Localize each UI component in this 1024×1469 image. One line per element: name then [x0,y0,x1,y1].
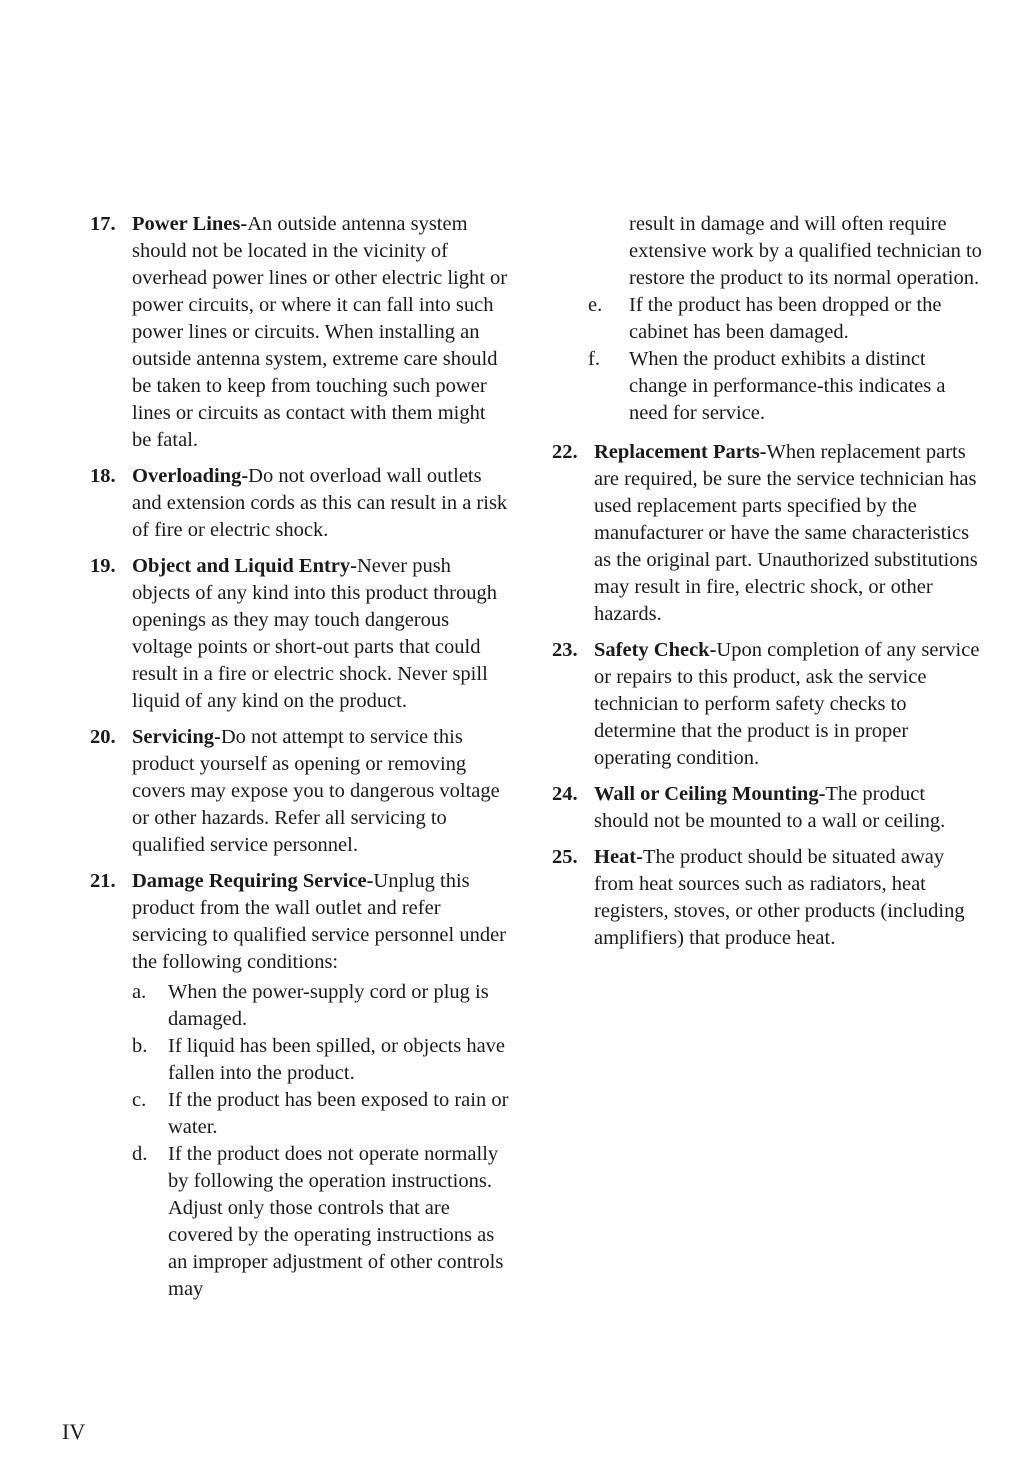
safety-item-18 [90,463,510,544]
condition-text: When the product exhibits a distinct change in performance-this indicates a need for service. [629,348,946,424]
item-number: 19. [90,555,116,577]
item-number: 25. [552,846,578,868]
condition-text: When the power-supply cord or plug is damaged. [168,981,489,1030]
item-heading: Object and Liquid Entry- [132,555,357,577]
condition-text: If liquid has been spilled, or objects have fallen into the product. [168,1035,506,1084]
right-column [552,211,982,961]
condition-letter: f. [588,348,600,370]
condition-continuation [552,211,982,427]
item-number: 17. [90,213,116,235]
item-text: When replacement parts are required, be sure the service technician has used replacement parts specified by the manufacturer or have the same characteristics as the original part. Unauthorized substitutions may result in fire, electric shock, or other hazards. [594,441,978,625]
safety-item-17 [90,211,510,454]
condition-list [132,979,510,1303]
condition-letter: c. [132,1089,147,1111]
condition-item [132,1087,510,1141]
item-text: Never push objects of any kind into this product through openings as they may touch dangerous voltage points or short-out parts that could result in a fire or electric shock. Never spill liquid of any kind on the product. [132,555,497,712]
safety-item-22 [552,439,982,628]
item-number: 21. [90,870,116,892]
item-heading: Safety Check- [594,639,717,661]
condition-list-continued [552,292,982,427]
condition-item [132,979,510,1033]
continuation-text: result in damage and will often require extensive work by a qualified technician to restore the product to its normal operation. [629,213,982,289]
safety-item-21 [90,868,510,1303]
condition-letter: e. [588,294,603,316]
condition-letter: a. [132,981,147,1003]
condition-item [132,1033,510,1087]
page-number: IV [62,1419,86,1444]
item-heading: Overloading- [132,465,249,487]
item-heading: Replacement Parts- [594,441,767,463]
condition-text: If the product has been exposed to rain or water. [168,1089,509,1138]
condition-item [588,346,982,427]
item-heading: Servicing- [132,726,221,748]
condition-text: If the product does not operate normally by following the operation instructions. Adjust only those controls that are covered by the operating instructions as an improper adjustment of other controls may [168,1143,504,1300]
item-heading: Power Lines- [132,213,248,235]
item-number: 23. [552,639,578,661]
item-heading: Damage Requiring Service- [132,870,374,892]
item-number: 18. [90,465,116,487]
left-column [90,211,510,1312]
item-text: An outside antenna system should not be located in the vicinity of overhead power lines or other electric light or power circuits, or where it can fall into such power lines or circuits. When installing an outside antenna system, extreme care should be taken to keep from touching such power lines or circuits as contact with them might be fatal. [132,213,508,451]
item-text: Unplug this product from the wall outlet and refer servicing to qualified service personnel under the following conditions: [132,870,506,973]
item-text: Do not attempt to service this product yourself as opening or removing covers may expose you to dangerous voltage or other hazards. Refer all servicing to qualified service personnel. [132,726,500,856]
condition-text: If the product has been dropped or the cabinet has been damaged. [629,294,942,343]
item-text: The product should not be mounted to a wall or ceiling. [594,783,946,832]
condition-letter: b. [132,1035,148,1057]
condition-item [132,1141,510,1303]
safety-item-25 [552,844,982,952]
item-number: 22. [552,441,578,463]
condition-letter: d. [132,1143,148,1165]
item-text: Do not overload wall outlets and extension cords as this can result in a risk of fire or electric shock. [132,465,508,541]
condition-item [588,292,982,346]
safety-item-23 [552,637,982,772]
item-number: 24. [552,783,578,805]
safety-item-20 [90,724,510,859]
item-text: Upon completion of any service or repairs to this product, ask the service technician to perform safety checks to determine that the product is in proper operating condition. [594,639,980,769]
item-text: The product should be situated away from heat sources such as radiators, heat registers, stoves, or other products (including amplifiers) that produce heat. [594,846,965,949]
item-heading: Heat- [594,846,643,868]
item-number: 20. [90,726,116,748]
item-heading: Wall or Ceiling Mounting- [594,783,826,805]
safety-item-24 [552,781,982,835]
safety-item-19 [90,553,510,715]
